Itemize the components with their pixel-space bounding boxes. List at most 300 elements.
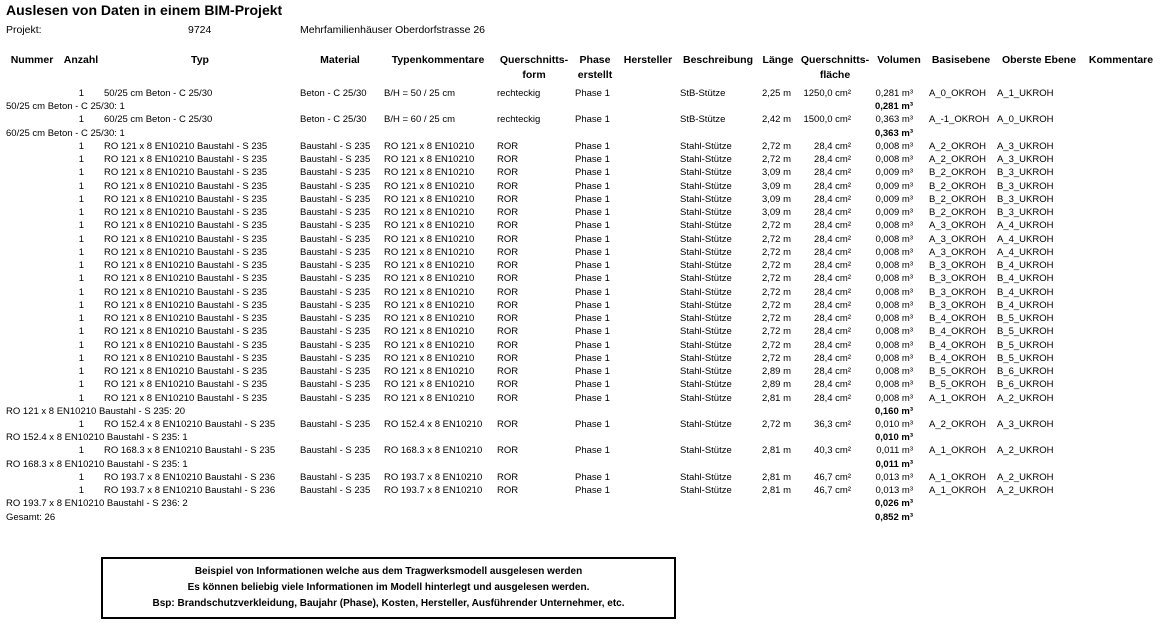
cell-typenkommentare: RO 121 x 8 EN10210 bbox=[384, 393, 475, 404]
cell-querschnittsform: ROR bbox=[497, 419, 519, 430]
group-subtotal-volume: 0,160 m³ bbox=[874, 406, 913, 417]
column-header-kommentare: Kommentare bbox=[1088, 54, 1154, 66]
cell-anzahl: 1 bbox=[78, 207, 84, 218]
cell-anzahl: 1 bbox=[78, 353, 84, 364]
cell-volumen: 0,013 m³ bbox=[875, 485, 913, 496]
cell-flaeche: 28,4 cm² bbox=[814, 154, 851, 165]
cell-volumen: 0,009 m³ bbox=[875, 167, 913, 178]
cell-basisebene: A_1_OKROH bbox=[929, 393, 987, 404]
cell-oberste: B_4_UKROH bbox=[997, 273, 1054, 284]
cell-typ: RO 121 x 8 EN10210 Baustahl - S 235 bbox=[104, 326, 268, 337]
cell-querschnittsform: ROR bbox=[497, 247, 519, 258]
column-header-volumen: Volumen bbox=[877, 54, 921, 66]
cell-basisebene: B_5_OKROH bbox=[929, 379, 987, 390]
cell-material: Baustahl - S 235 bbox=[300, 273, 371, 284]
cell-beschreibung: Stahl-Stütze bbox=[680, 234, 732, 245]
cell-flaeche: 40,3 cm² bbox=[814, 445, 851, 456]
cell-typenkommentare: RO 121 x 8 EN10210 bbox=[384, 260, 475, 271]
cell-oberste: A_2_UKROH bbox=[997, 445, 1054, 456]
cell-volumen: 0,363 m³ bbox=[875, 114, 913, 125]
cell-anzahl: 1 bbox=[78, 340, 84, 351]
cell-oberste: B_4_UKROH bbox=[997, 260, 1054, 271]
cell-querschnittsform: ROR bbox=[497, 207, 519, 218]
cell-anzahl: 1 bbox=[78, 419, 84, 430]
group-subtotal-label: RO 152.4 x 8 EN10210 Baustahl - S 235: 1 bbox=[6, 432, 188, 443]
cell-typenkommentare: B/H = 50 / 25 cm bbox=[384, 88, 456, 99]
cell-material: Baustahl - S 235 bbox=[300, 234, 371, 245]
cell-oberste: A_0_UKROH bbox=[997, 114, 1054, 125]
cell-laenge: 2,89 m bbox=[761, 366, 791, 377]
cell-querschnittsform: ROR bbox=[497, 287, 519, 298]
cell-beschreibung: Stahl-Stütze bbox=[680, 194, 732, 205]
project-label: Projekt: bbox=[6, 24, 42, 36]
cell-phase: Phase 1 bbox=[575, 194, 610, 205]
cell-anzahl: 1 bbox=[78, 167, 84, 178]
cell-laenge: 3,09 m bbox=[761, 207, 791, 218]
cell-beschreibung: Stahl-Stütze bbox=[680, 300, 732, 311]
column-header-phase: Phase erstellt bbox=[577, 54, 613, 81]
cell-flaeche: 46,7 cm² bbox=[814, 485, 851, 496]
cell-beschreibung: Stahl-Stütze bbox=[680, 260, 732, 271]
cell-typenkommentare: B/H = 60 / 25 cm bbox=[384, 114, 456, 125]
cell-beschreibung: Stahl-Stütze bbox=[680, 340, 732, 351]
cell-typenkommentare: RO 121 x 8 EN10210 bbox=[384, 353, 475, 364]
column-header-querschnittsflaeche: Querschnitts- fläche bbox=[800, 54, 870, 81]
cell-typenkommentare: RO 121 x 8 EN10210 bbox=[384, 340, 475, 351]
cell-querschnittsform: ROR bbox=[497, 260, 519, 271]
cell-anzahl: 1 bbox=[78, 379, 84, 390]
cell-anzahl: 1 bbox=[78, 234, 84, 245]
cell-volumen: 0,008 m³ bbox=[875, 287, 913, 298]
cell-basisebene: A_2_OKROH bbox=[929, 141, 987, 152]
cell-laenge: 2,72 m bbox=[761, 353, 791, 364]
cell-flaeche: 28,4 cm² bbox=[814, 181, 851, 192]
cell-oberste: B_3_UKROH bbox=[997, 181, 1054, 192]
cell-volumen: 0,010 m³ bbox=[875, 419, 913, 430]
note-line: Beispiel von Informationen welche aus dem Tragwerksmodell ausgelesen werden bbox=[194, 566, 583, 577]
cell-phase: Phase 1 bbox=[575, 141, 610, 152]
column-header-querschnittsform: Querschnitts- form bbox=[499, 54, 569, 81]
cell-material: Baustahl - S 235 bbox=[300, 181, 371, 192]
cell-laenge: 2,81 m bbox=[761, 485, 791, 496]
cell-anzahl: 1 bbox=[78, 485, 84, 496]
group-subtotal-volume: 0,010 m³ bbox=[874, 432, 913, 443]
cell-typ: RO 121 x 8 EN10210 Baustahl - S 235 bbox=[104, 207, 268, 218]
cell-flaeche: 46,7 cm² bbox=[814, 472, 851, 483]
cell-volumen: 0,008 m³ bbox=[875, 393, 913, 404]
cell-typ: RO 121 x 8 EN10210 Baustahl - S 235 bbox=[104, 167, 268, 178]
cell-querschnittsform: ROR bbox=[497, 313, 519, 324]
cell-querschnittsform: ROR bbox=[497, 472, 519, 483]
cell-basisebene: B_4_OKROH bbox=[929, 326, 987, 337]
cell-basisebene: A_1_OKROH bbox=[929, 472, 987, 483]
cell-typ: 60/25 cm Beton - C 25/30 bbox=[104, 114, 213, 125]
cell-basisebene: B_2_OKROH bbox=[929, 194, 987, 205]
group-subtotal-label: RO 193.7 x 8 EN10210 Baustahl - S 236: 2 bbox=[6, 498, 188, 509]
info-note-box bbox=[101, 557, 676, 619]
cell-flaeche: 28,4 cm² bbox=[814, 393, 851, 404]
cell-material: Baustahl - S 235 bbox=[300, 154, 371, 165]
cell-anzahl: 1 bbox=[78, 154, 84, 165]
cell-typ: RO 121 x 8 EN10210 Baustahl - S 235 bbox=[104, 287, 268, 298]
cell-basisebene: A_3_OKROH bbox=[929, 234, 987, 245]
cell-querschnittsform: ROR bbox=[497, 393, 519, 404]
cell-material: Baustahl - S 235 bbox=[300, 472, 371, 483]
cell-basisebene: B_4_OKROH bbox=[929, 313, 987, 324]
cell-basisebene: A_3_OKROH bbox=[929, 220, 987, 231]
cell-anzahl: 1 bbox=[78, 260, 84, 271]
cell-laenge: 2,42 m bbox=[761, 114, 791, 125]
project-name: Mehrfamilienhäuser Oberdorfstrasse 26 bbox=[300, 24, 486, 36]
note-line: Es können beliebig viele Informationen im Modell hinterlegt und ausgelesen werden. bbox=[187, 582, 590, 593]
column-header-anzahl: Anzahl bbox=[63, 54, 99, 66]
cell-volumen: 0,008 m³ bbox=[875, 379, 913, 390]
cell-basisebene: A_1_OKROH bbox=[929, 445, 987, 456]
cell-flaeche: 1500,0 cm² bbox=[803, 114, 851, 125]
cell-phase: Phase 1 bbox=[575, 300, 610, 311]
cell-phase: Phase 1 bbox=[575, 167, 610, 178]
grand-total-volume: 0,852 m³ bbox=[874, 512, 913, 523]
cell-material: Baustahl - S 235 bbox=[300, 366, 371, 377]
cell-typ: RO 121 x 8 EN10210 Baustahl - S 235 bbox=[104, 260, 268, 271]
cell-typenkommentare: RO 152.4 x 8 EN10210 bbox=[384, 419, 483, 430]
cell-beschreibung: Stahl-Stütze bbox=[680, 287, 732, 298]
cell-typenkommentare: RO 121 x 8 EN10210 bbox=[384, 167, 475, 178]
cell-basisebene: A_0_OKROH bbox=[929, 88, 987, 99]
cell-typ: RO 121 x 8 EN10210 Baustahl - S 235 bbox=[104, 366, 268, 377]
cell-beschreibung: Stahl-Stütze bbox=[680, 393, 732, 404]
cell-oberste: B_4_UKROH bbox=[997, 287, 1054, 298]
cell-querschnittsform: ROR bbox=[497, 181, 519, 192]
cell-flaeche: 28,4 cm² bbox=[814, 194, 851, 205]
cell-phase: Phase 1 bbox=[575, 88, 610, 99]
cell-volumen: 0,009 m³ bbox=[875, 194, 913, 205]
cell-phase: Phase 1 bbox=[575, 445, 610, 456]
cell-typ: RO 193.7 x 8 EN10210 Baustahl - S 236 bbox=[104, 485, 276, 496]
cell-beschreibung: Stahl-Stütze bbox=[680, 141, 732, 152]
cell-laenge: 2,72 m bbox=[761, 313, 791, 324]
cell-flaeche: 28,4 cm² bbox=[814, 220, 851, 231]
cell-anzahl: 1 bbox=[78, 326, 84, 337]
cell-flaeche: 28,4 cm² bbox=[814, 260, 851, 271]
cell-flaeche: 28,4 cm² bbox=[814, 287, 851, 298]
cell-anzahl: 1 bbox=[78, 313, 84, 324]
cell-typ: RO 121 x 8 EN10210 Baustahl - S 235 bbox=[104, 220, 268, 231]
cell-material: Baustahl - S 235 bbox=[300, 313, 371, 324]
cell-volumen: 0,281 m³ bbox=[875, 88, 913, 99]
cell-volumen: 0,008 m³ bbox=[875, 154, 913, 165]
cell-typ: RO 121 x 8 EN10210 Baustahl - S 235 bbox=[104, 194, 268, 205]
cell-basisebene: B_4_OKROH bbox=[929, 340, 987, 351]
cell-volumen: 0,013 m³ bbox=[875, 472, 913, 483]
cell-querschnittsform: ROR bbox=[497, 445, 519, 456]
cell-material: Baustahl - S 235 bbox=[300, 167, 371, 178]
cell-volumen: 0,008 m³ bbox=[875, 220, 913, 231]
cell-anzahl: 1 bbox=[78, 141, 84, 152]
cell-beschreibung: Stahl-Stütze bbox=[680, 419, 732, 430]
cell-material: Baustahl - S 235 bbox=[300, 445, 371, 456]
cell-typ: RO 121 x 8 EN10210 Baustahl - S 235 bbox=[104, 379, 268, 390]
cell-laenge: 2,72 m bbox=[761, 234, 791, 245]
cell-anzahl: 1 bbox=[78, 114, 84, 125]
cell-flaeche: 28,4 cm² bbox=[814, 234, 851, 245]
column-header-nummer: Nummer bbox=[10, 54, 54, 66]
cell-querschnittsform: ROR bbox=[497, 194, 519, 205]
cell-basisebene: A_-1_OKROH bbox=[929, 114, 990, 125]
column-header-oberste-ebene: Oberste Ebene bbox=[1001, 54, 1077, 66]
cell-laenge: 2,72 m bbox=[761, 326, 791, 337]
cell-material: Baustahl - S 235 bbox=[300, 194, 371, 205]
cell-phase: Phase 1 bbox=[575, 154, 610, 165]
cell-anzahl: 1 bbox=[78, 88, 84, 99]
cell-typenkommentare: RO 121 x 8 EN10210 bbox=[384, 154, 475, 165]
cell-flaeche: 28,4 cm² bbox=[814, 207, 851, 218]
cell-oberste: B_4_UKROH bbox=[997, 300, 1054, 311]
cell-typenkommentare: RO 121 x 8 EN10210 bbox=[384, 326, 475, 337]
cell-typenkommentare: RO 121 x 8 EN10210 bbox=[384, 207, 475, 218]
cell-querschnittsform: ROR bbox=[497, 300, 519, 311]
cell-phase: Phase 1 bbox=[575, 485, 610, 496]
cell-anzahl: 1 bbox=[78, 472, 84, 483]
cell-phase: Phase 1 bbox=[575, 326, 610, 337]
cell-oberste: A_3_UKROH bbox=[997, 419, 1054, 430]
cell-querschnittsform: rechteckig bbox=[497, 88, 541, 99]
cell-querschnittsform: ROR bbox=[497, 141, 519, 152]
cell-beschreibung: Stahl-Stütze bbox=[680, 326, 732, 337]
cell-typenkommentare: RO 168.3 x 8 EN10210 bbox=[384, 445, 483, 456]
cell-flaeche: 28,4 cm² bbox=[814, 273, 851, 284]
cell-material: Baustahl - S 235 bbox=[300, 300, 371, 311]
cell-material: Beton - C 25/30 bbox=[300, 88, 367, 99]
cell-material: Baustahl - S 235 bbox=[300, 419, 371, 430]
cell-phase: Phase 1 bbox=[575, 393, 610, 404]
cell-querschnittsform: ROR bbox=[497, 366, 519, 377]
cell-phase: Phase 1 bbox=[575, 353, 610, 364]
cell-phase: Phase 1 bbox=[575, 287, 610, 298]
cell-typenkommentare: RO 121 x 8 EN10210 bbox=[384, 313, 475, 324]
cell-basisebene: B_3_OKROH bbox=[929, 273, 987, 284]
cell-typ: RO 121 x 8 EN10210 Baustahl - S 235 bbox=[104, 247, 268, 258]
cell-typenkommentare: RO 193.7 x 8 EN10210 bbox=[384, 472, 483, 483]
cell-querschnittsform: ROR bbox=[497, 273, 519, 284]
cell-beschreibung: Stahl-Stütze bbox=[680, 273, 732, 284]
cell-basisebene: B_2_OKROH bbox=[929, 167, 987, 178]
cell-anzahl: 1 bbox=[78, 393, 84, 404]
cell-typ: RO 121 x 8 EN10210 Baustahl - S 235 bbox=[104, 313, 268, 324]
cell-laenge: 2,72 m bbox=[761, 273, 791, 284]
cell-oberste: A_4_UKROH bbox=[997, 220, 1054, 231]
cell-volumen: 0,008 m³ bbox=[875, 247, 913, 258]
column-header-typ: Typ bbox=[191, 54, 209, 66]
cell-typ: RO 121 x 8 EN10210 Baustahl - S 235 bbox=[104, 181, 268, 192]
cell-volumen: 0,009 m³ bbox=[875, 181, 913, 192]
cell-typ: RO 168.3 x 8 EN10210 Baustahl - S 235 bbox=[104, 445, 276, 456]
cell-laenge: 2,89 m bbox=[761, 379, 791, 390]
cell-beschreibung: Stahl-Stütze bbox=[680, 181, 732, 192]
cell-laenge: 2,81 m bbox=[761, 393, 791, 404]
cell-flaeche: 36,3 cm² bbox=[814, 419, 851, 430]
cell-typ: RO 121 x 8 EN10210 Baustahl - S 235 bbox=[104, 273, 268, 284]
cell-flaeche: 28,4 cm² bbox=[814, 313, 851, 324]
group-subtotal-volume: 0,281 m³ bbox=[874, 101, 913, 112]
cell-volumen: 0,008 m³ bbox=[875, 340, 913, 351]
cell-typenkommentare: RO 121 x 8 EN10210 bbox=[384, 141, 475, 152]
cell-beschreibung: Stahl-Stütze bbox=[680, 353, 732, 364]
cell-beschreibung: Stahl-Stütze bbox=[680, 379, 732, 390]
cell-volumen: 0,008 m³ bbox=[875, 273, 913, 284]
cell-laenge: 2,72 m bbox=[761, 300, 791, 311]
cell-phase: Phase 1 bbox=[575, 181, 610, 192]
cell-anzahl: 1 bbox=[78, 445, 84, 456]
cell-typ: RO 121 x 8 EN10210 Baustahl - S 235 bbox=[104, 393, 268, 404]
cell-flaeche: 28,4 cm² bbox=[814, 366, 851, 377]
cell-material: Baustahl - S 235 bbox=[300, 485, 371, 496]
cell-laenge: 2,72 m bbox=[761, 220, 791, 231]
cell-querschnittsform: ROR bbox=[497, 234, 519, 245]
cell-querschnittsform: ROR bbox=[497, 353, 519, 364]
cell-beschreibung: Stahl-Stütze bbox=[680, 220, 732, 231]
cell-typenkommentare: RO 121 x 8 EN10210 bbox=[384, 220, 475, 231]
project-number: 9724 bbox=[188, 24, 212, 36]
cell-beschreibung: Stahl-Stütze bbox=[680, 207, 732, 218]
cell-phase: Phase 1 bbox=[575, 313, 610, 324]
cell-basisebene: A_2_OKROH bbox=[929, 419, 987, 430]
cell-oberste: A_3_UKROH bbox=[997, 141, 1054, 152]
cell-material: Baustahl - S 235 bbox=[300, 220, 371, 231]
cell-flaeche: 28,4 cm² bbox=[814, 326, 851, 337]
cell-laenge: 2,72 m bbox=[761, 340, 791, 351]
cell-flaeche: 28,4 cm² bbox=[814, 300, 851, 311]
cell-volumen: 0,008 m³ bbox=[875, 300, 913, 311]
cell-phase: Phase 1 bbox=[575, 273, 610, 284]
cell-phase: Phase 1 bbox=[575, 220, 610, 231]
cell-material: Baustahl - S 235 bbox=[300, 353, 371, 364]
grand-total-label: Gesamt: 26 bbox=[6, 512, 56, 523]
cell-anzahl: 1 bbox=[78, 287, 84, 298]
cell-oberste: B_5_UKROH bbox=[997, 313, 1054, 324]
cell-beschreibung: Stahl-Stütze bbox=[680, 167, 732, 178]
cell-typenkommentare: RO 121 x 8 EN10210 bbox=[384, 287, 475, 298]
cell-oberste: B_6_UKROH bbox=[997, 379, 1054, 390]
cell-material: Baustahl - S 235 bbox=[300, 247, 371, 258]
cell-beschreibung: Stahl-Stütze bbox=[680, 445, 732, 456]
cell-oberste: A_2_UKROH bbox=[997, 472, 1054, 483]
cell-typ: RO 121 x 8 EN10210 Baustahl - S 235 bbox=[104, 154, 268, 165]
cell-oberste: B_5_UKROH bbox=[997, 326, 1054, 337]
cell-anzahl: 1 bbox=[78, 300, 84, 311]
cell-typ: RO 121 x 8 EN10210 Baustahl - S 235 bbox=[104, 141, 268, 152]
cell-basisebene: B_2_OKROH bbox=[929, 181, 987, 192]
cell-typ: RO 121 x 8 EN10210 Baustahl - S 235 bbox=[104, 353, 268, 364]
cell-basisebene: B_3_OKROH bbox=[929, 260, 987, 271]
cell-material: Baustahl - S 235 bbox=[300, 393, 371, 404]
cell-material: Baustahl - S 235 bbox=[300, 260, 371, 271]
cell-laenge: 2,72 m bbox=[761, 141, 791, 152]
cell-flaeche: 1250,0 cm² bbox=[803, 88, 851, 99]
cell-anzahl: 1 bbox=[78, 220, 84, 231]
cell-material: Baustahl - S 235 bbox=[300, 379, 371, 390]
cell-volumen: 0,008 m³ bbox=[875, 366, 913, 377]
cell-material: Baustahl - S 235 bbox=[300, 340, 371, 351]
cell-phase: Phase 1 bbox=[575, 340, 610, 351]
cell-oberste: A_4_UKROH bbox=[997, 247, 1054, 258]
cell-oberste: A_2_UKROH bbox=[997, 393, 1054, 404]
cell-typenkommentare: RO 121 x 8 EN10210 bbox=[384, 379, 475, 390]
cell-typ: RO 121 x 8 EN10210 Baustahl - S 235 bbox=[104, 234, 268, 245]
cell-flaeche: 28,4 cm² bbox=[814, 167, 851, 178]
cell-flaeche: 28,4 cm² bbox=[814, 340, 851, 351]
cell-oberste: B_3_UKROH bbox=[997, 194, 1054, 205]
cell-phase: Phase 1 bbox=[575, 366, 610, 377]
cell-querschnittsform: ROR bbox=[497, 154, 519, 165]
cell-laenge: 2,72 m bbox=[761, 287, 791, 298]
cell-anzahl: 1 bbox=[78, 273, 84, 284]
cell-typ: RO 193.7 x 8 EN10210 Baustahl - S 236 bbox=[104, 472, 276, 483]
group-subtotal-label: RO 121 x 8 EN10210 Baustahl - S 235: 20 bbox=[6, 406, 186, 417]
cell-typenkommentare: RO 121 x 8 EN10210 bbox=[384, 194, 475, 205]
cell-laenge: 3,09 m bbox=[761, 181, 791, 192]
cell-phase: Phase 1 bbox=[575, 379, 610, 390]
cell-beschreibung: StB-Stütze bbox=[680, 114, 726, 125]
cell-material: Beton - C 25/30 bbox=[300, 114, 367, 125]
cell-laenge: 2,72 m bbox=[761, 419, 791, 430]
cell-basisebene: A_3_OKROH bbox=[929, 247, 987, 258]
note-line: Bsp: Brandschutzverkleidung, Baujahr (Phase), Kosten, Hersteller, Ausführender Unternehmer, etc. bbox=[152, 598, 625, 609]
cell-typ: RO 152.4 x 8 EN10210 Baustahl - S 235 bbox=[104, 419, 276, 430]
cell-phase: Phase 1 bbox=[575, 114, 610, 125]
cell-material: Baustahl - S 235 bbox=[300, 141, 371, 152]
cell-laenge: 3,09 m bbox=[761, 167, 791, 178]
column-header-laenge: Länge bbox=[762, 54, 794, 66]
group-subtotal-volume: 0,011 m³ bbox=[875, 459, 913, 470]
cell-volumen: 0,008 m³ bbox=[875, 234, 913, 245]
cell-typ: 50/25 cm Beton - C 25/30 bbox=[104, 88, 213, 99]
cell-flaeche: 28,4 cm² bbox=[814, 141, 851, 152]
cell-basisebene: A_2_OKROH bbox=[929, 154, 987, 165]
cell-laenge: 2,72 m bbox=[761, 154, 791, 165]
cell-querschnittsform: ROR bbox=[497, 485, 519, 496]
cell-typ: RO 121 x 8 EN10210 Baustahl - S 235 bbox=[104, 300, 268, 311]
cell-laenge: 2,72 m bbox=[761, 247, 791, 258]
cell-anzahl: 1 bbox=[78, 181, 84, 192]
cell-oberste: B_3_UKROH bbox=[997, 207, 1054, 218]
cell-querschnittsform: ROR bbox=[497, 167, 519, 178]
cell-flaeche: 28,4 cm² bbox=[814, 353, 851, 364]
cell-volumen: 0,008 m³ bbox=[875, 313, 913, 324]
cell-basisebene: B_2_OKROH bbox=[929, 207, 987, 218]
cell-basisebene: B_3_OKROH bbox=[929, 300, 987, 311]
cell-oberste: A_1_UKROH bbox=[997, 88, 1054, 99]
cell-typenkommentare: RO 121 x 8 EN10210 bbox=[384, 247, 475, 258]
cell-material: Baustahl - S 235 bbox=[300, 287, 371, 298]
column-header-hersteller: Hersteller bbox=[623, 54, 673, 66]
cell-typenkommentare: RO 121 x 8 EN10210 bbox=[384, 273, 475, 284]
cell-laenge: 2,72 m bbox=[761, 260, 791, 271]
cell-typenkommentare: RO 121 x 8 EN10210 bbox=[384, 181, 475, 192]
cell-laenge: 2,81 m bbox=[761, 472, 791, 483]
cell-oberste: A_3_UKROH bbox=[997, 154, 1054, 165]
cell-phase: Phase 1 bbox=[575, 247, 610, 258]
page-title: Auslesen von Daten in einem BIM-Projekt bbox=[6, 2, 283, 18]
cell-oberste: B_3_UKROH bbox=[997, 167, 1054, 178]
cell-typenkommentare: RO 121 x 8 EN10210 bbox=[384, 366, 475, 377]
cell-oberste: B_5_UKROH bbox=[997, 353, 1054, 364]
cell-typenkommentare: RO 121 x 8 EN10210 bbox=[384, 234, 475, 245]
cell-basisebene: B_3_OKROH bbox=[929, 287, 987, 298]
cell-laenge: 2,81 m bbox=[761, 445, 791, 456]
cell-basisebene: B_4_OKROH bbox=[929, 353, 987, 364]
cell-querschnittsform: ROR bbox=[497, 340, 519, 351]
